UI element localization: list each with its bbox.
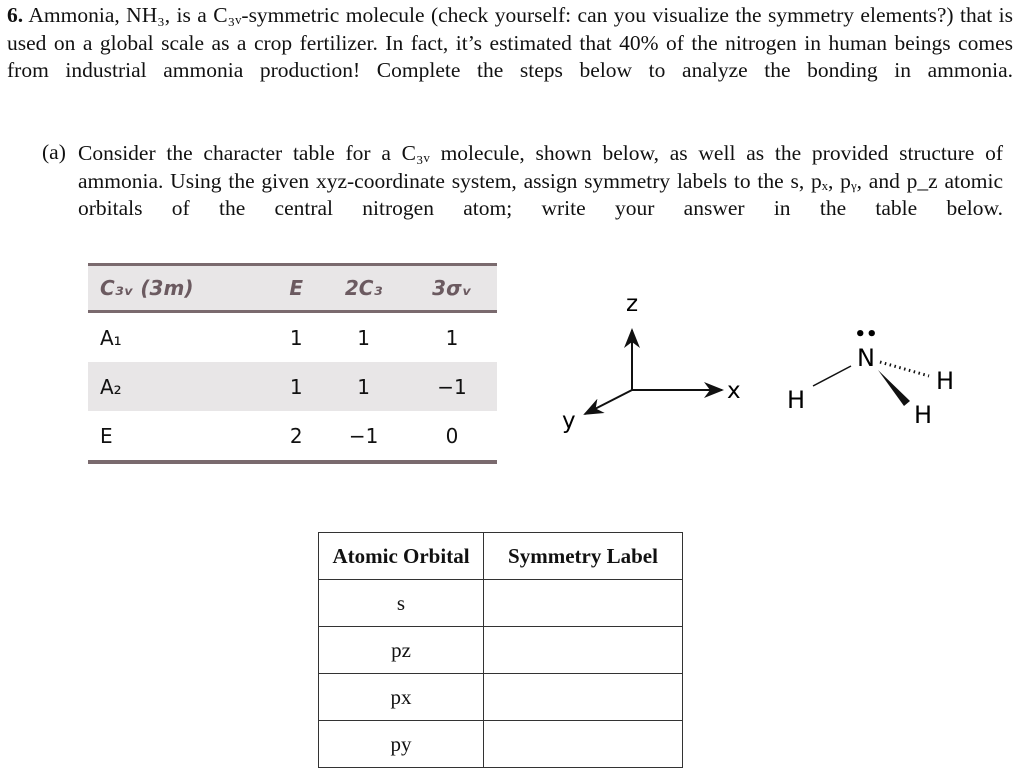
question-number: 6. (7, 3, 24, 27)
part-a-text: Consider the character table for a C₃ᵥ molecule, shown below, as well as the provided structure of ammonia. Using the given xyz-coordinate system, assign symmetry labels to the s, pₓ, pᵧ, and p_z atomic orbitals of the central nitrogen atom; write your answer in the table below. (78, 141, 1003, 221)
axes-icon (562, 291, 741, 434)
character: 2 (272, 411, 320, 462)
orbital: pz (319, 627, 484, 674)
answer-cell[interactable] (484, 674, 683, 721)
hydrogen-atom: H (913, 401, 933, 429)
character: −1 (407, 362, 497, 411)
header-e: E (272, 265, 320, 312)
nitrogen-atom: N (857, 344, 875, 372)
hydrogen-atom: H (935, 367, 955, 395)
header-2c3: 2C₃ (320, 265, 407, 312)
character: 1 (289, 325, 303, 350)
orbital: px (319, 674, 484, 721)
question-body: Ammonia, NH₃, is a C₃ᵥ-symmetric molecule (check yourself: can you visualize the symmetry elements?) that is used on a global scale as a crop fertilizer. In fact, it’s estimated that 40% of the nitrogen in human beings comes from industrial ammonia production! Complete the steps below to analyze the bonding in ammonia. (7, 3, 1013, 83)
answer-cell[interactable] (484, 580, 683, 627)
irrep-label: A₂ (88, 362, 272, 411)
y-axis (585, 390, 632, 414)
character: 1 (320, 362, 407, 411)
character: 1 (272, 362, 320, 411)
character: 1 (445, 325, 459, 350)
hydrogen-atom: H (786, 386, 806, 414)
answer-table (318, 532, 683, 768)
table-row (319, 627, 683, 674)
character: −1 (320, 411, 407, 462)
header-symmetry-label: Symmetry Label (484, 533, 683, 580)
y-label: y (562, 408, 576, 434)
answer-cell[interactable] (484, 627, 683, 674)
header-3sigma: 3σᵥ (407, 265, 497, 312)
x-label: x (727, 378, 741, 404)
irrep-label: E (88, 411, 272, 462)
header-group: C₃ᵥ (3m) (88, 265, 272, 312)
ammonia-structure-icon (787, 324, 954, 429)
table-row (319, 674, 683, 721)
table-row (319, 721, 683, 768)
answer-cell[interactable] (484, 721, 683, 768)
table-row (319, 580, 683, 627)
header-orbital: Atomic Orbital (319, 533, 484, 580)
part-a-label: (a) (42, 140, 66, 164)
irrep-label: A₁ (100, 325, 122, 350)
z-label: z (625, 291, 639, 317)
orbital: s (319, 580, 484, 627)
orbital: py (319, 721, 484, 768)
character: 1 (357, 325, 370, 350)
lone-pair: •• (854, 324, 878, 345)
character: 0 (407, 411, 497, 462)
